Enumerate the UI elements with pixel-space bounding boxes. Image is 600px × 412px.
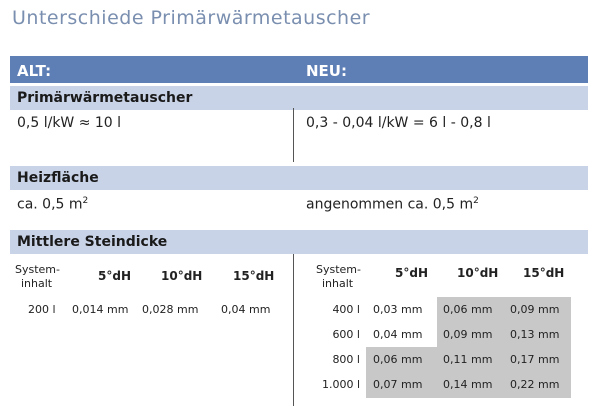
neu-cell: 0,07 mm — [373, 378, 423, 391]
neu-header-5dh: 5°dH — [395, 266, 428, 280]
neu-cell: 0,03 mm — [373, 303, 423, 316]
neu-cell: 0,06 mm — [443, 303, 493, 316]
alt-heizflaeche-value — [17, 196, 88, 213]
neu-cell: 0,14 mm — [443, 378, 493, 391]
neu-cell: 0,09 mm — [443, 328, 493, 341]
alt-row-header-line2: inhalt — [21, 277, 53, 290]
alt-heizflaeche-text: ca. 0,5 m — [17, 196, 83, 213]
alt-header-10dh: 10°dH — [161, 269, 203, 283]
alt-row-header-line1: System- — [15, 263, 60, 276]
column-header-bar — [10, 56, 588, 83]
neu-header-10dh: 10°dH — [457, 266, 499, 280]
neu-heizflaeche-value — [306, 196, 479, 213]
neu-row-inhalt: 400 l — [332, 303, 360, 316]
neu-cell: 0,06 mm — [373, 353, 423, 366]
neu-cell: 0,13 mm — [510, 328, 560, 341]
alt-header-5dh: 5°dH — [98, 269, 131, 283]
page-title: Unterschiede Primärwärmetauscher — [12, 7, 371, 29]
column-divider-primaer — [293, 108, 294, 162]
alt-cell-5dh: 0,014 mm — [72, 303, 129, 316]
alt-heizflaeche-sup: 2 — [82, 196, 89, 206]
alt-row-inhalt: 200 l — [28, 303, 56, 316]
neu-row-header-line2: inhalt — [322, 277, 354, 290]
alt-header-15dh: 15°dH — [233, 269, 275, 283]
neu-header-15dh: 15°dH — [523, 266, 565, 280]
neu-primaer-value: 0,3 - 0,04 l/kW = 6 l - 0,8 l — [306, 115, 491, 131]
column-header-neu: NEU: — [306, 62, 347, 80]
neu-row-inhalt: 600 l — [332, 328, 360, 341]
column-divider-steindicke — [293, 254, 294, 406]
neu-cell: 0,17 mm — [510, 353, 560, 366]
neu-heizflaeche-text: angenommen ca. 0,5 m — [306, 196, 474, 213]
neu-row-inhalt: 800 l — [332, 353, 360, 366]
alt-cell-15dh: 0,04 mm — [221, 303, 271, 316]
neu-row-header — [316, 263, 361, 291]
neu-cell: 0,11 mm — [443, 353, 493, 366]
alt-row-header — [15, 263, 60, 291]
neu-cell: 0,09 mm — [510, 303, 560, 316]
neu-row-inhalt: 1.000 l — [321, 378, 360, 391]
neu-heizflaeche-sup: 2 — [473, 196, 479, 206]
section-label-primaerwaermetauscher: Primärwärmetauscher — [17, 90, 193, 106]
column-header-alt: ALT: — [17, 62, 52, 80]
neu-row-header-line1: System- — [316, 263, 361, 276]
neu-cell: 0,22 mm — [510, 378, 560, 391]
neu-cell: 0,04 mm — [373, 328, 423, 341]
alt-cell-10dh: 0,028 mm — [142, 303, 199, 316]
section-label-steindicke: Mittlere Steindicke — [17, 234, 168, 250]
section-label-heizflaeche: Heizfläche — [17, 170, 99, 186]
alt-primaer-value: 0,5 l/kW ≈ 10 l — [17, 115, 122, 131]
